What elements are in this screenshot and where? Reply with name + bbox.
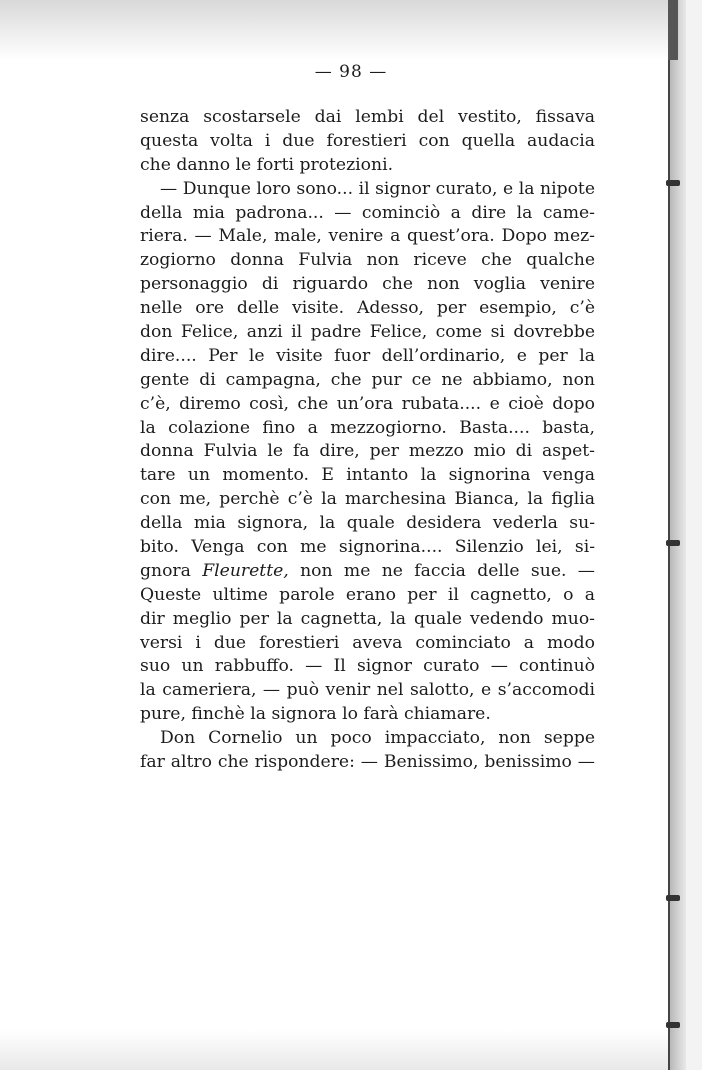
text-line: della mia padrona... — cominciò a dire la came- (140, 202, 595, 223)
book-page-edge (686, 0, 702, 1070)
text-line: senza scostarsele dai lembi del vestito, fissava (140, 107, 595, 127)
page-number: — 98 — (314, 62, 388, 82)
text-line: Don Cornelio un poco impacciato, non seppe (160, 728, 595, 749)
text-line: che danno le forti protezioni. (140, 154, 394, 175)
text-line: don Felice, anzi il padre Felice, come si dovrebbe (140, 322, 595, 343)
italic-dog-name: Fleurette, (202, 560, 289, 581)
binding-mark (666, 180, 680, 186)
text-line: donna Fulvia le fa dire, per mezzo mio di aspet- (140, 441, 595, 462)
text-line: tare un momento. E intanto la signorina venga (140, 465, 595, 486)
text-line: c’è, diremo così, che un’ora rubata.... e cioè dopo (140, 393, 595, 414)
text-line: versi i due forestieri aveva cominciato a modo (140, 632, 595, 653)
binding-mark (666, 1022, 680, 1028)
binding-mark (666, 895, 680, 901)
book-spine-top (668, 0, 678, 60)
text-line: zogiorno donna Fulvia non riceve che qualche (140, 250, 595, 271)
text-line: bito. Venga con me signorina.... Silenzio lei, si- (140, 537, 595, 558)
text-segment: non me ne faccia delle sue. — (288, 560, 595, 581)
book-spine-band (670, 0, 686, 1070)
text-line: Queste ultime parole erano per il cagnetto, o a (140, 584, 595, 605)
body-text (140, 106, 595, 775)
text-line: suo un rabbuffo. — Il signor curato — continuò (140, 656, 595, 677)
text-segment: gnora (140, 560, 203, 581)
text-line: la cameriera, — può venir nel salotto, e s’accomodi (140, 680, 595, 701)
text-line: far altro che rispondere: — Benissimo, benissimo — (140, 752, 595, 773)
text-line: questa volta i due forestieri con quella audacia (140, 130, 595, 151)
text-line: dir meglio per la cagnetta, la quale vedendo muo- (140, 608, 595, 629)
book-gutter-line (668, 0, 670, 1070)
text-line (140, 560, 595, 584)
text-line: gente di campagna, che pur ce ne abbiamo, non (140, 369, 595, 390)
text-line: della mia signora, la quale desidera vederla su- (140, 513, 595, 534)
scan-bottom-shadow (0, 1030, 670, 1070)
text-line: — Dunque loro sono... il signor curato, e la nipote (160, 178, 595, 199)
text-line: nelle ore delle visite. Adesso, per esempio, c’è (140, 298, 595, 319)
binding-mark (666, 540, 680, 546)
scan-top-shadow (0, 0, 670, 60)
text-line: pure, finchè la signora lo farà chiamare. (140, 704, 491, 725)
text-line: con me, perchè c’è la marchesina Bianca, la figlia (140, 489, 595, 510)
text-line: riera. — Male, male, venire a quest’ora. Dopo mez- (140, 226, 595, 247)
text-line: dire.... Per le visite fuor dell’ordinario, e per la (140, 345, 595, 366)
text-line: personaggio di riguardo che non voglia venire (140, 274, 595, 295)
text-line: la colazione fino a mezzogiorno. Basta.... basta, (140, 417, 595, 438)
